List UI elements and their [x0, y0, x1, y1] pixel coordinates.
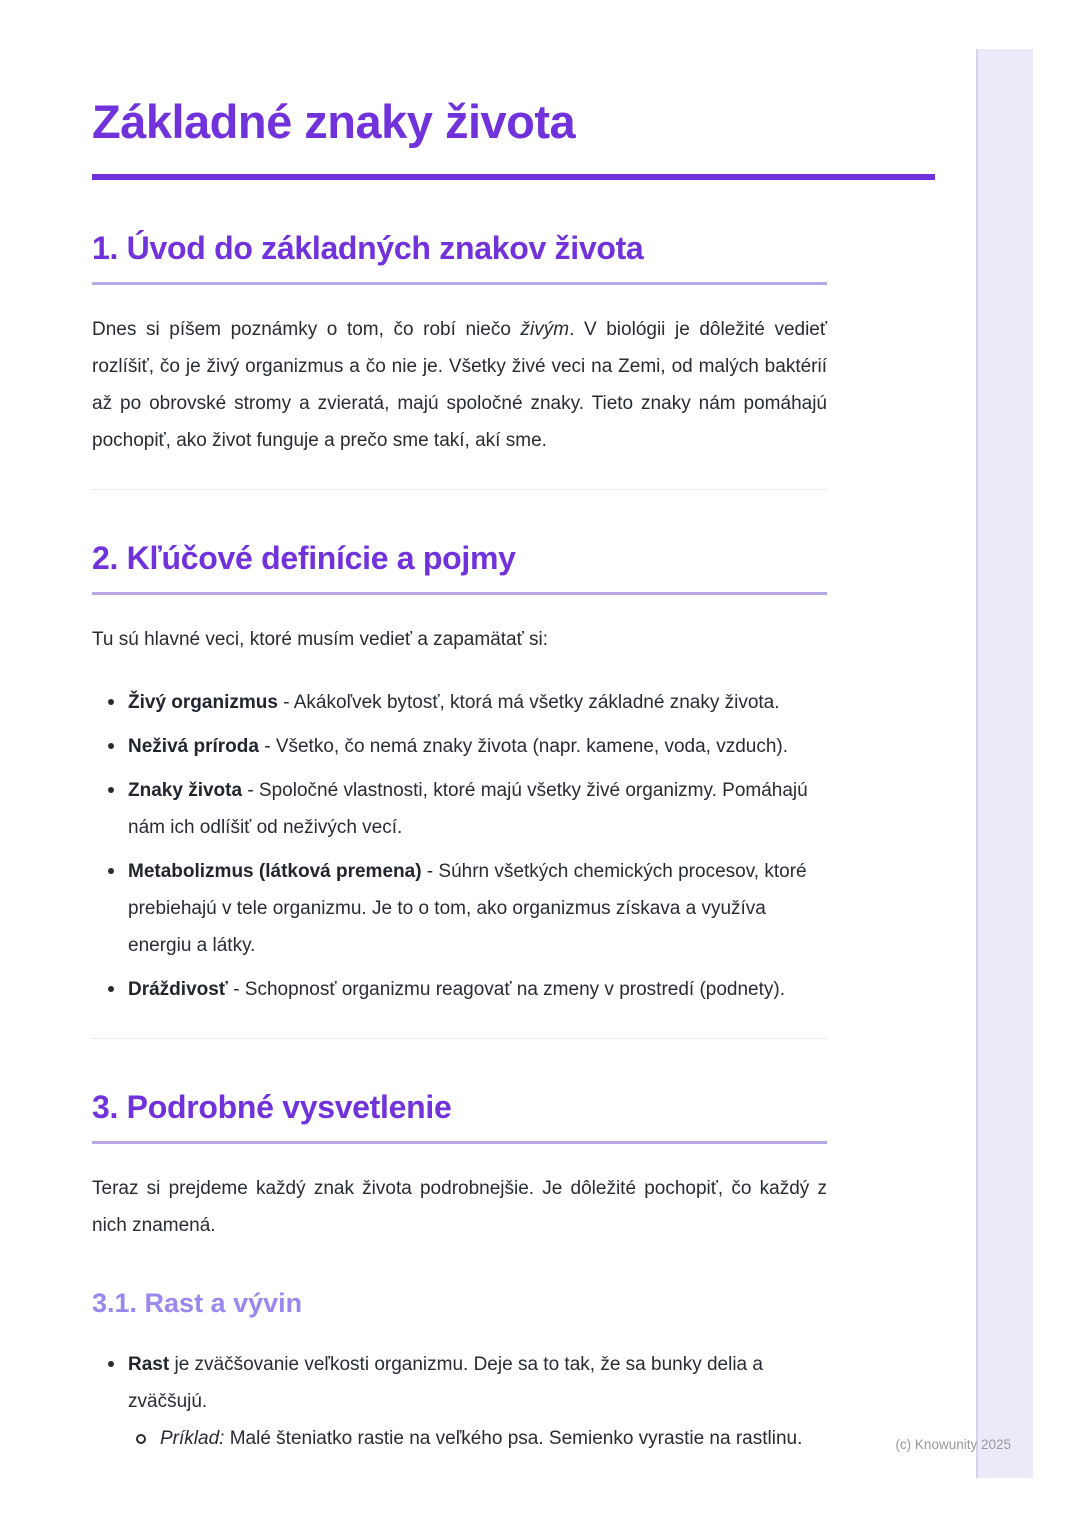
term-label: Dráždivosť: [128, 979, 228, 1000]
term-definition: je zväčšovanie veľkosti organizmu. Deje sa to tak, že sa bunky delia a zväčšujú.: [128, 1354, 763, 1412]
term-definition: - Súhrn všetkých chemických procesov, ktoré prebiehajú v tele organizmu. Je to o tom, ako organizmus získava a využíva energiu a látky.: [128, 861, 807, 956]
section-3-paragraph: Teraz si prejdeme každý znak života podrobnejšie. Je dôležité pochopiť, čo každý z nich znamená.: [92, 1178, 827, 1236]
section-heading-2: 2. Kľúčové definície a pojmy: [92, 540, 516, 576]
list-item: [92, 772, 827, 846]
section-heading-1: 1. Úvod do základných znakov života: [92, 230, 644, 266]
definition-list: [92, 684, 827, 1008]
section-divider: [92, 1038, 827, 1039]
sub-list-item: [128, 1420, 827, 1457]
term-definition: - Schopnosť organizmu reagovať na zmeny v prostredí (podnety).: [227, 979, 786, 1000]
term-label: Znaky života: [128, 780, 243, 801]
term-definition: - Všetko, čo nemá znaky života (napr. kamene, voda, vzduch).: [258, 736, 789, 757]
page-content: [92, 228, 827, 1457]
list-item: [92, 971, 827, 1008]
section-heading-3: 3. Podrobné vysvetlenie: [92, 1089, 452, 1125]
page-title: Základné znaky života: [92, 95, 576, 148]
list-item: [92, 684, 827, 721]
term-label: Živý organizmus: [128, 692, 278, 713]
title-rule: [92, 174, 935, 180]
section-divider: [92, 489, 827, 490]
example-sub-list: [128, 1420, 827, 1457]
paragraph-text: . V biológii je dôležité vedieť rozlíšiť, čo je živý organizmus a čo nie je. Všetky živé veci na Zemi, od malých baktérií až po obrovské stromy a zvieratá, majú spoločné znaky. Tieto znaky nám pomáhajú pochopiť, ako život funguje a prečo sme takí, akí sme.: [92, 319, 828, 451]
section-1-paragraph: [92, 311, 827, 459]
section-heading-2-rule: [92, 592, 827, 595]
side-stripe: [976, 49, 1033, 1478]
paragraph-italic-word: živým: [520, 319, 570, 340]
list-item: [92, 853, 827, 964]
footer-credit: (c) Knowunity 2025: [895, 1437, 1011, 1452]
example-text: Malé šteniatko rastie na veľkého psa. Semienko vyrastie na rastlinu.: [224, 1428, 803, 1449]
subsection-heading-3-1: 3.1. Rast a vývin: [92, 1288, 303, 1318]
section-heading-3-rule: [92, 1141, 827, 1144]
section-2-intro: Tu sú hlavné veci, ktoré musím vedieť a zapamätať si:: [92, 629, 549, 650]
term-definition: - Akákoľvek bytosť, ktorá má všetky základné znaky života.: [277, 692, 780, 713]
example-label: Príklad:: [160, 1428, 225, 1449]
list-item: [92, 1346, 827, 1457]
section-heading-1-rule: [92, 282, 827, 285]
list-item: [92, 728, 827, 765]
term-label: Neživá príroda: [128, 736, 259, 757]
term-definition: - Spoločné vlastnosti, ktoré majú všetky živé organizmy. Pomáhajú nám ich odlíšiť od neživých vecí.: [128, 780, 808, 838]
page-container: [92, 0, 935, 1464]
paragraph-text: Dnes si píšem poznámky o tom, čo robí niečo: [92, 319, 521, 340]
term-label: Metabolizmus (látková premena): [128, 861, 422, 882]
growth-list: [92, 1346, 827, 1457]
term-label: Rast: [128, 1354, 170, 1375]
